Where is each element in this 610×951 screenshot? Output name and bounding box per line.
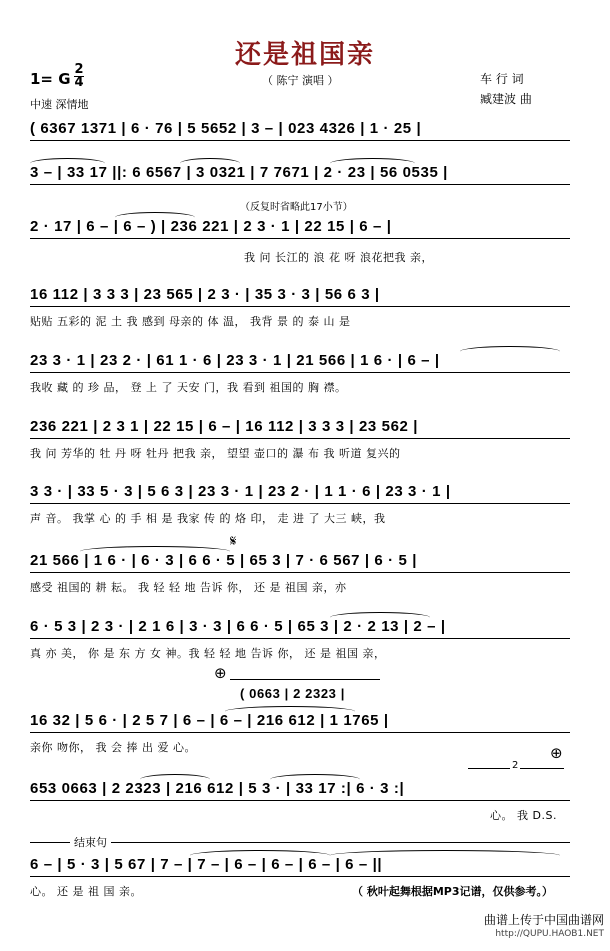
score-row-1 (30, 120, 570, 150)
lyrics-line: 我 问 芳华的 牡 丹 呀 牡丹 把我 亲， 望望 壶口的 瀑 布 我 听道 复兴的 (30, 447, 401, 460)
score-row-4 (30, 286, 570, 328)
notation-line: 3 – | 33 17 ||: 6 6567 | 3 0321 | 7 7671 | 2 · 23 | 56 0535 | (30, 164, 448, 181)
score-row-10 (30, 686, 570, 754)
lyrics-line: 贴贴 五彩的 泥 土 我 感到 母亲的 体 温， 我背 景 的 泰 山 是 (30, 315, 351, 328)
score-row-6 (30, 418, 570, 460)
notation-line: 653 0663 | 2 2323 | 216 612 | 5 3 · | 33 17 :| 6 · 3 :| (30, 780, 405, 797)
score-row-5 (30, 352, 570, 394)
segno-icon: 𝄋 (230, 532, 237, 550)
notation-line: 16 112 | 3 3 3 | 23 565 | 2 3 · | 35 3 · 3 | 56 6 3 | (30, 286, 380, 303)
tempo-marking: 中速 深情地 (30, 98, 89, 111)
notation-line: 16 32 | 5 6 · | 2 5 7 | 6 – | 6 – | 216 612 | 1 1765 | (30, 712, 389, 729)
time-signature-bottom: 4 (74, 75, 84, 90)
ending-section-label: 结束句 (70, 834, 111, 850)
lyrics-line: 我收 藏 的 珍 品， 登 上 了 天安 门，我 看到 祖国的 胸 襟。 (30, 381, 347, 394)
bracket-notation: ( 0663 | 2 2323 | (240, 686, 345, 701)
singer-credit: （ 陈宁 演唱 ） (262, 74, 339, 87)
notation-line: 2 · 17 | 6 – | 6 – ) | 236 221 | 2 3 · 1 | 22 15 | 6 – | (30, 218, 392, 235)
page-title: 还是祖国亲 (234, 40, 375, 70)
transcription-note: （ 秋叶起舞根据MP3记谱，仅供参考。） (352, 885, 553, 898)
lyrics-line: 我 问 长江的 浪 花 呀 浪花把我 亲， (244, 251, 433, 264)
notation-line: 6 · 5 3 | 2 3 · | 2 1 6 | 3 · 3 | 6 6 · 5 | 65 3 | 2 · 2 13 | 2 – | (30, 618, 446, 635)
lyrics-line: 真 亦 美， 你 是 东 方 女 神。我 轻 轻 地 告诉 你， 还 是 祖国 亲， (30, 647, 386, 660)
footer-url[interactable]: http://QUPU.HAOB1.NET (495, 929, 604, 939)
score-row-2 (30, 164, 570, 194)
score-row-3 (30, 202, 570, 264)
time-signature-top: 2 (74, 62, 84, 77)
score-row-8 (30, 532, 570, 594)
notation-line: 3 3 · | 33 5 · 3 | 5 6 3 | 23 3 · 1 | 23 2 · | 1 1 · 6 | 23 3 · 1 | (30, 483, 451, 500)
footer-line-1: 曲谱上传于中国曲谱网 (483, 913, 604, 927)
key-signature: 1= G (30, 70, 71, 88)
lyrics-line: 亲你 吻你， 我 会 捧 出 爱 心。 (30, 741, 196, 754)
notation-line: ( 6367 1371 | 6 · 76 | 5 5652 | 3 – | 023 4326 | 1 · 25 | (30, 120, 422, 137)
volta-label: 2 (512, 760, 519, 771)
time-signature (74, 64, 84, 89)
lyrics-line: 心。 我 D.S. (490, 809, 557, 822)
notation-line: 6 – | 5 · 3 | 5 67 | 7 – | 7 – | 6 – | 6 – | 6 – | 6 – || (30, 856, 383, 873)
repeat-note: （反复时省略此17小节） (240, 202, 353, 213)
lyricist-credit: 车 行 词 (480, 72, 524, 86)
score-row-11 (30, 780, 570, 822)
score-row-7 (30, 483, 570, 525)
notation-line: 21 566 | 1 6 · | 6 · 3 | 6 6 · 5 | 65 3 | 7 · 6 567 | 6 · 5 | (30, 552, 418, 569)
composer-credit: 臧建波 曲 (480, 92, 532, 106)
coda-icon: ⊕ (214, 664, 227, 682)
lyrics-line: 心。 还 是 祖 国 亲。 (30, 885, 142, 898)
lyrics-line: 感受 祖国的 耕 耘。 我 轻 轻 地 告诉 你， 还 是 祖国 亲，亦 (30, 581, 347, 594)
coda-icon: ⊕ (550, 744, 563, 762)
notation-line: 23 3 · 1 | 23 2 · | 61 1 · 6 | 23 3 · 1 | 21 566 | 1 6 · | 6 – | (30, 352, 440, 369)
notation-line: 236 221 | 2 3 1 | 22 15 | 6 – | 16 112 | 3 3 3 | 23 562 | (30, 418, 419, 435)
lyrics-line: 声 音。 我掌 心 的 手 相 是 我家 传 的 烙 印， 走 进 了 大三 峡，我 (30, 512, 386, 525)
footer-credit (484, 913, 604, 941)
score-row-9 (30, 618, 570, 660)
